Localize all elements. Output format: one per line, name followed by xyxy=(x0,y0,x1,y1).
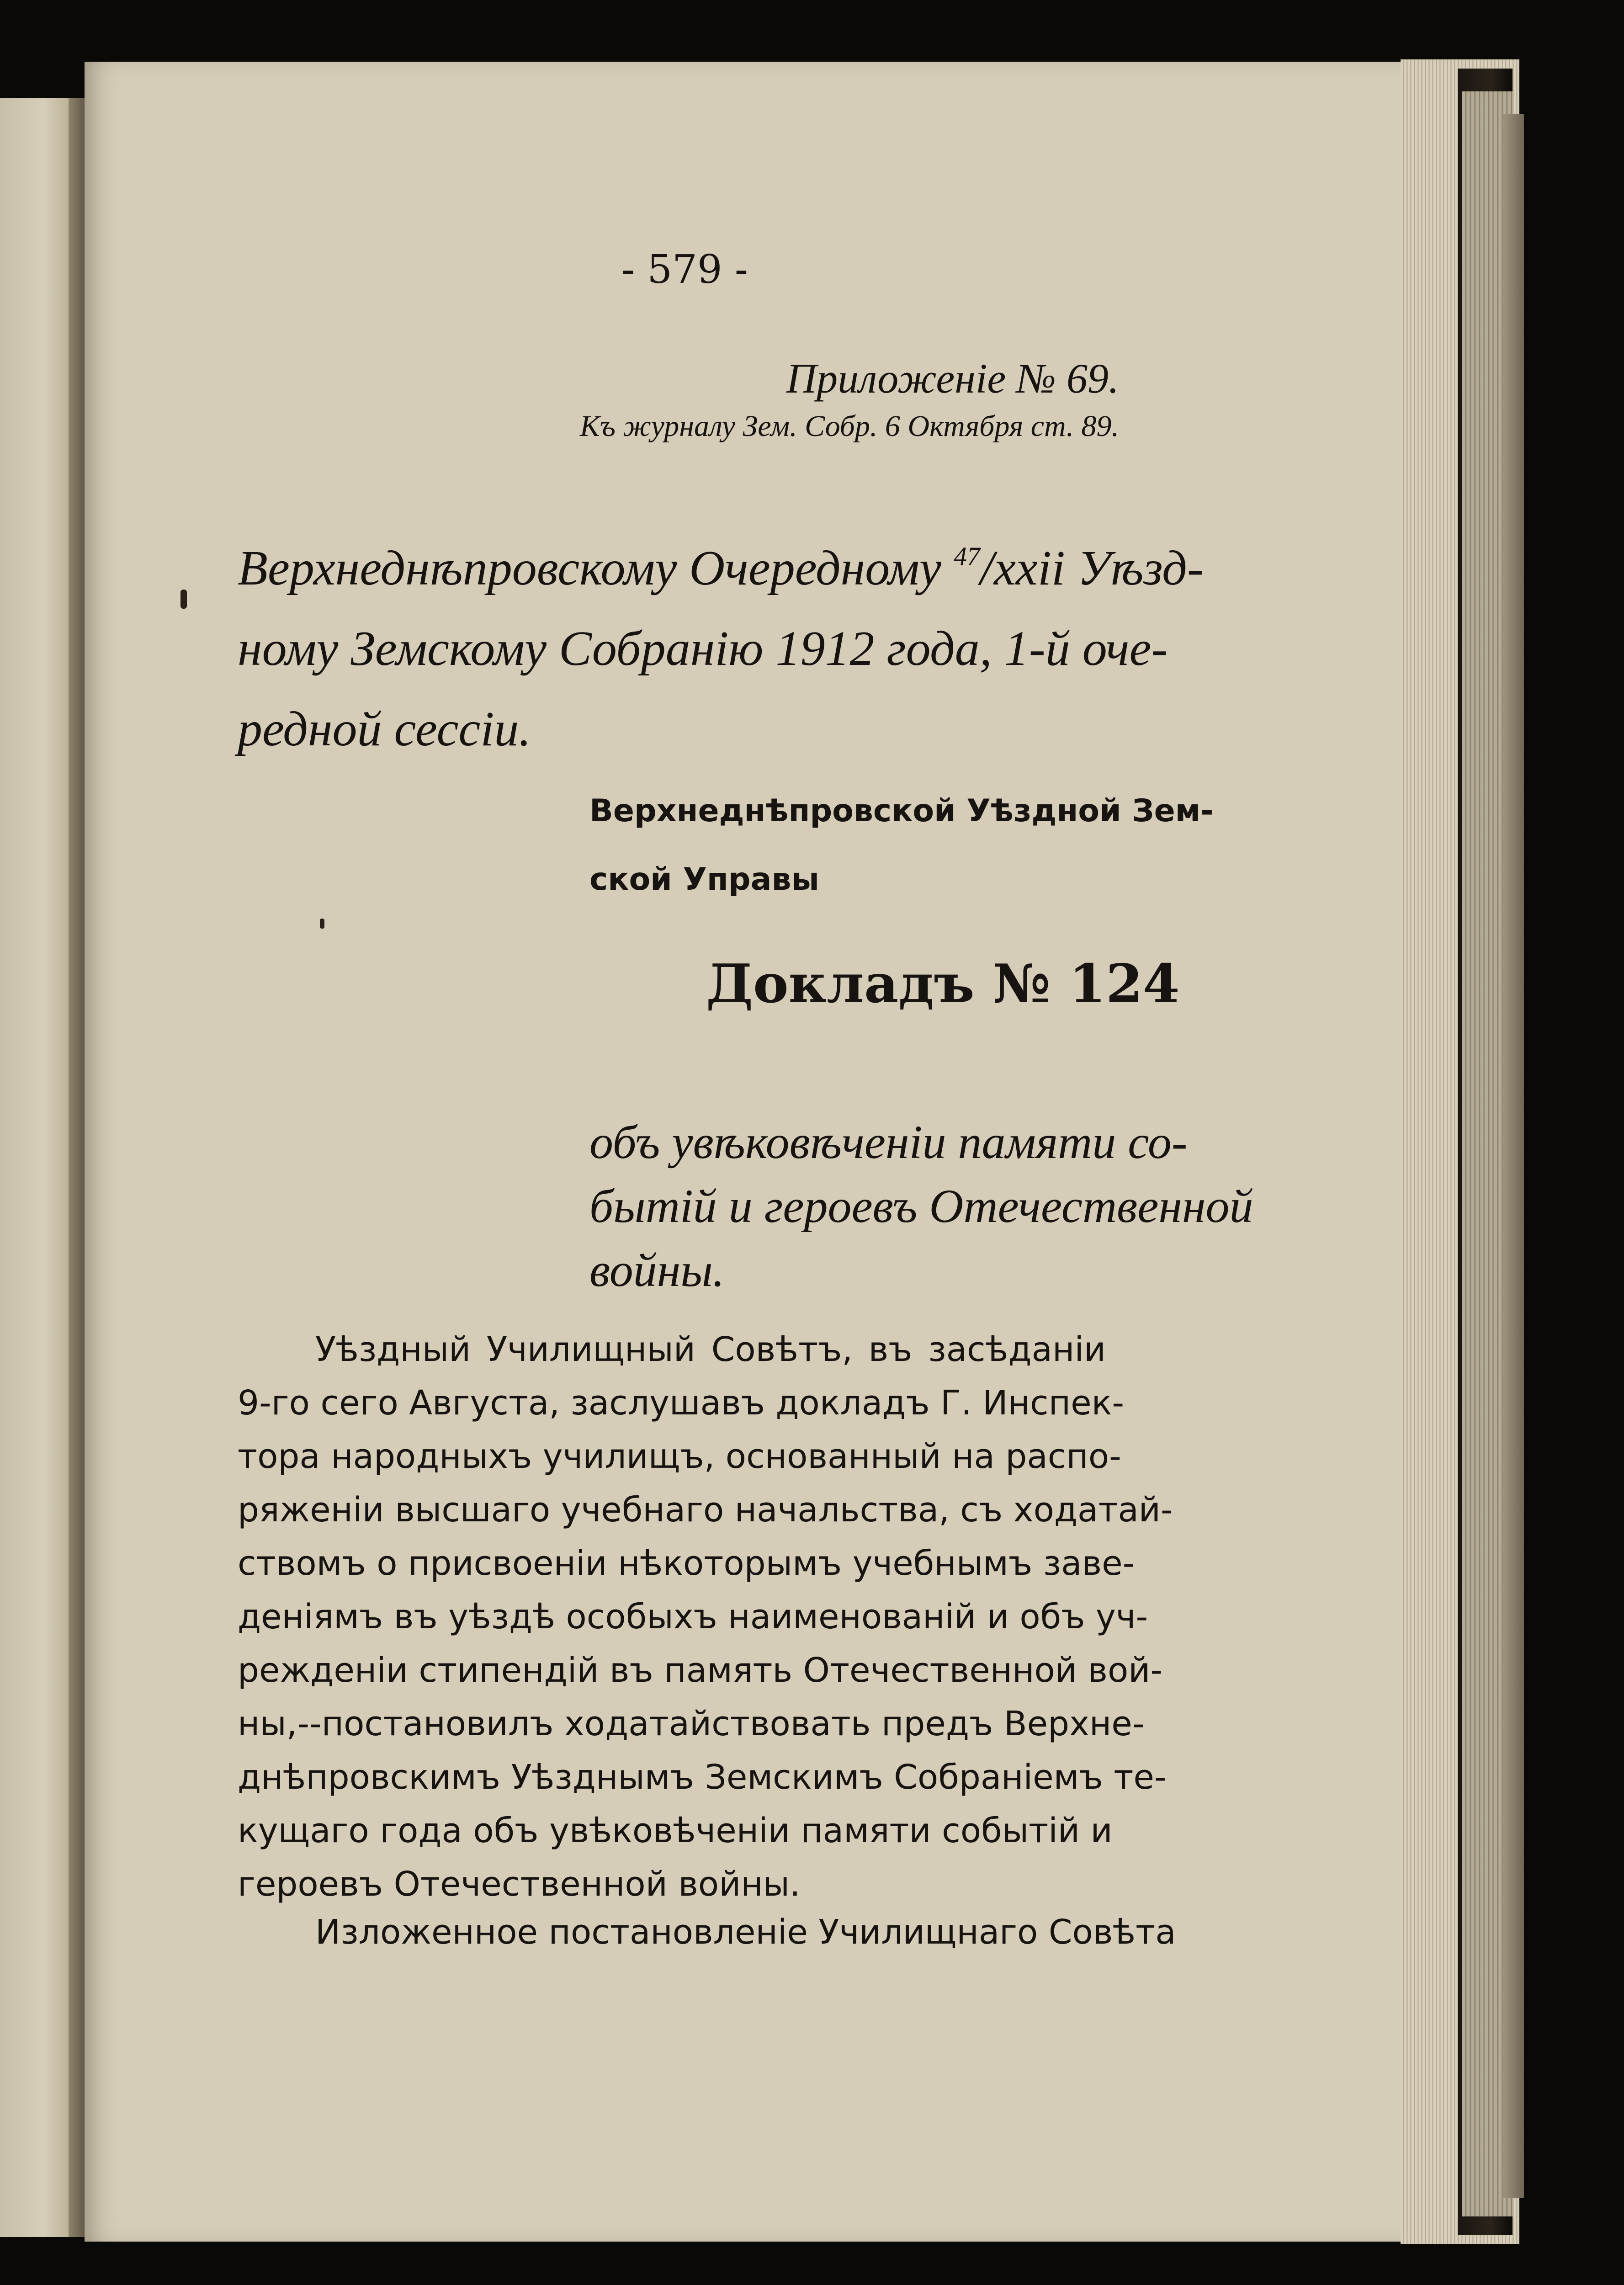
addressee-line-1a: Верхнеднѣпровскому Очередному xyxy=(238,541,954,595)
ink-mark xyxy=(320,919,324,929)
issuing-board-line-2: ской Управы xyxy=(589,861,819,898)
book-gutter xyxy=(69,98,87,2237)
addressee-line-3: редной сессiи. xyxy=(238,702,531,756)
body-line: днѣпровскимъ Уѣзднымъ Земскимъ Собранiемъ те- xyxy=(238,1758,1167,1797)
body-line: ряженiи высшаго учебнаго начальства, съ ходатай- xyxy=(238,1490,1173,1530)
facing-page-edge xyxy=(0,98,73,2237)
page-number: - 579 - xyxy=(621,247,748,292)
report-subject xyxy=(589,1111,1253,1302)
body-paragraph xyxy=(238,1323,1173,1911)
subject-line-1: объ увѣковѣченiи памяти со- xyxy=(589,1116,1188,1169)
addressee-line-2: ному Земскому Собранiю 1912 года, 1-й оче- xyxy=(238,622,1168,676)
issuing-board-line-1: Верхнеднѣпровской Уѣздной Зем- xyxy=(589,793,1214,829)
page-edges-outer xyxy=(1503,114,1524,2198)
journal-reference: Къ журналу Зем. Собр. 6 Октября ст. 89. xyxy=(579,409,1119,443)
subject-line-2: бытiй и героевъ Отечественной xyxy=(589,1180,1253,1233)
body-line: 9-го сего Августа, заслушавъ докладъ Г. Инспек- xyxy=(238,1383,1125,1423)
addressee-line-1b: /xxii Уѣзд- xyxy=(980,541,1204,595)
subject-line-3: войны. xyxy=(589,1244,725,1297)
body-line: ствомъ о присвоенiи нѣкоторымъ учебнымъ заве- xyxy=(238,1544,1135,1583)
appendix-heading: Приложенiе № 69. xyxy=(786,355,1119,402)
report-title: Докладъ № 124 xyxy=(706,953,1180,1015)
issuing-board xyxy=(589,777,1214,914)
body-line: ны,--постановилъ ходатайствовать предъ Верхне- xyxy=(238,1704,1145,1743)
ink-mark xyxy=(180,590,187,609)
body-line: Уѣздный Училищный Совѣтъ, въ засѣданiи xyxy=(315,1330,1106,1369)
addressee-line xyxy=(238,516,1204,609)
body-line: режденiи стипендiй въ память Отечественной вой- xyxy=(238,1651,1163,1690)
body-line: героевъ Отечественной войны. xyxy=(238,1865,801,1904)
body-next-paragraph: Изложенное постановленiе Училищнаго Совѣта xyxy=(315,1913,1176,1952)
addressee-superscript: 47 xyxy=(953,542,980,571)
body-line: денiямъ въ уѣздѣ особыхъ наименованiй и объ уч- xyxy=(238,1597,1148,1637)
body-line: тора народныхъ училищъ, основанный на распо- xyxy=(238,1437,1121,1476)
body-line: кущаго года объ увѣковѣченiи памяти событiй и xyxy=(238,1811,1113,1850)
addressee-block xyxy=(238,516,1204,770)
